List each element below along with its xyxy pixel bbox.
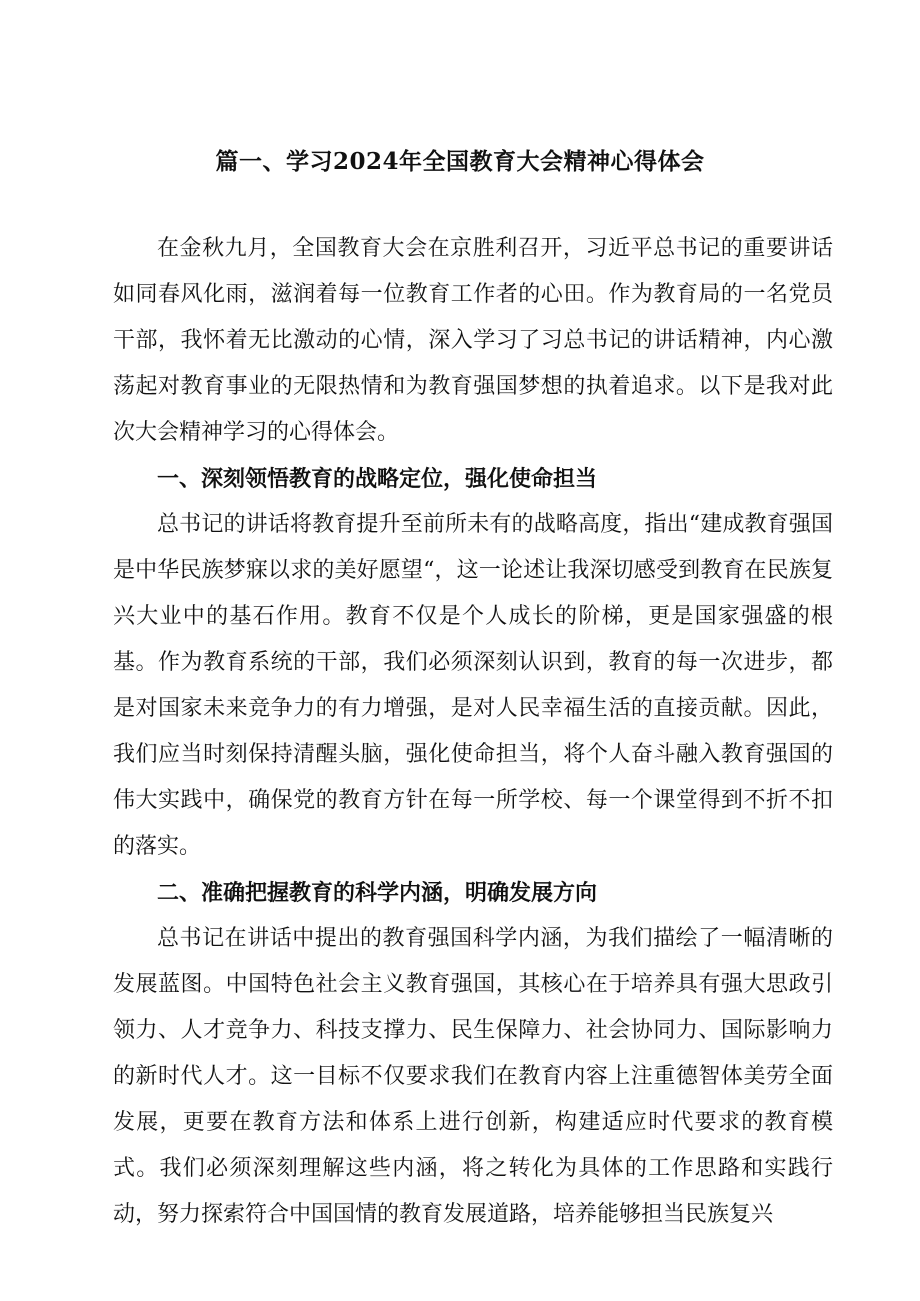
document-title: 篇一、学习2024年全国教育大会精神心得体会 xyxy=(215,148,705,175)
section-1-heading: 一、深刻领悟教育的战略定位，强化使命担当 xyxy=(157,466,598,492)
section-2-heading: 二、准确把握教育的科学内涵，明确发展方向 xyxy=(157,880,598,906)
document-body xyxy=(113,226,833,1238)
section-2-paragraph: 总书记在讲话中提出的教育强国科学内涵，为我们描绘了一幅清晰的发展蓝图。中国特色社会主义教育强国，其核心在于培养具有强大思政引领力、人才竞争力、科技支撑力、民生保障力、社会协同力、国际影响力的新时代人才。这一目标不仅要求我们在教育内容上注重德智体美劳全面发展，更要在教育方法和体系上进行创新，构建适应时代要求的教育模式。我们必须深刻理解这些内涵，将之转化为具体的工作思路和实践行动，努力探索符合中国国情的教育发展道路，培养能够担当民族复兴 xyxy=(113,926,833,1227)
intro-paragraph: 在金秋九月，全国教育大会在京胜利召开，习近平总书记的重要讲话如同春风化雨，滋润着每一位教育工作者的心田。作为教育局的一名党员干部，我怀着无比激动的心情，深入学习了习总书记的讲话精神，内心激荡起对教育事业的无限热情和为教育强国梦想的执着追求。以下是我对此次大会精神学习的心得体会。 xyxy=(113,236,833,445)
section-1-paragraph: 总书记的讲话将教育提升至前所未有的战略高度，指出“建成教育强国是中华民族梦寐以求的美好愿望“，这一论述让我深切感受到教育在民族复兴大业中的基石作用。教育不仅是个人成长的阶梯，更是国家强盛的根基。作为教育系统的干部，我们必须深刻认识到，教育的每一次进步，都是对国家未来竞争力的有力增强，是对人民幸福生活的直接贡献。因此，我们应当时刻保持清醒头脑，强化使命担当，将个人奋斗融入教育强国的伟大实践中，确保党的教育方针在每一所学校、每一个课堂得到不折不扣的落实。 xyxy=(113,512,833,859)
